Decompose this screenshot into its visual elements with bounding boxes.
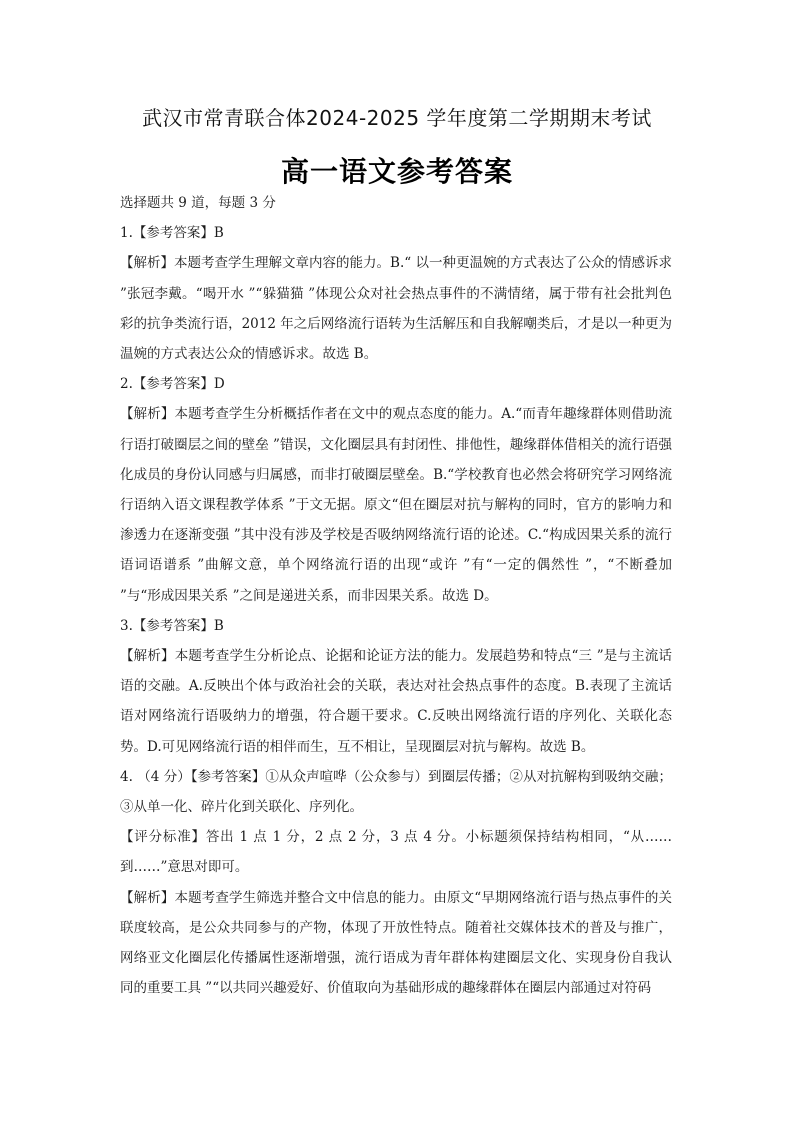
q2-answer: 2.【参考答案】D (120, 376, 225, 393)
q1-analysis: 【解析】本题考查学生理解文章内容的能力。B.“ 以一种更温婉的方式表达了公众的情感诉求 ”张冠李戴。“喝开水 ”“躲猫猫 ”体现公众对社会热点事件的不满情绪，属于带有社会批判色彩的抗争类流行语，2012 年之后网络流行语转为生活解压和自我解嘲类后，才是以一种更为温婉的方式表达公众的情感诉求。故选 B。 (120, 255, 672, 363)
q4-scoring: 【评分标准】答出 1 点 1 分，2 点 2 分，3 点 4 分。小标题须保持结构相同，“从……到……”意思对即可。 (120, 829, 672, 876)
q3-analysis: 【解析】本题考查学生分析论点、论据和论证方法的能力。发展趋势和特点“三 ”是与主流话语的交融。A.反映出个体与政治社会的关联，表达对社会热点事件的态度。B.表现了主流话语对网络流行语吸纳力的增强，符合题干要求。C.反映出网络流行语的序列化、关联化态势。D.可见网络流行语的相伴而生，互不相让，呈现圈层对抗与解构。故选 B。 (120, 648, 672, 755)
q2-analysis: 【解析】本题考查学生分析概括作者在文中的观点态度的能力。A.“而青年趣缘群体则借助流行语打破圈层之间的壁垒 ”错误，文化圈层具有封闭性、排他性，趣缘群体借相关的流行语强化成员的身份认同感与归属感，而非打破圈层壁垒。B.“学校教育也必然会将研究学习网络流行语纳入语文课程教学体系 ”于文无据。原文“但在圈层对抗与解构的同时，官方的影响力和渗透力在逐渐变强 ”其中没有涉及学校是否吸纳网络流行语的论述。C.“构成因果关系的流行语词语谱系 ”曲解文意，单个网络流行语的出现“或许 ”有“一定的偶然性 ”，“不断叠加 ”与“形成因果关系 ”之间是递进关系，而非因果关系。故选 D。 (120, 406, 672, 604)
q4-analysis: 【解析】本题考查学生筛选并整合文中信息的能力。由原文“早期网络流行语与热点事件的关联度较高，是公众共同参与的产物，体现了开放性特点。随着社交媒体技术的普及与推广，网络亚文化圈层化传播属性逐渐增强，流行语成为青年群体构建圈层文化、实现身份自我认同的重要工具 ”“以共同兴趣爱好、价值取向为基础形成的趣缘群体在圈层内部通过对符码 (120, 889, 672, 997)
q1-answer: 1.【参考答案】B (120, 225, 224, 242)
answer-content (120, 188, 672, 1003)
answer-key-title: 高一语文参考答案 (280, 155, 513, 188)
q3-answer: 3.【参考答案】B (120, 617, 224, 634)
q4-answer: 4. （4 分）【参考答案】①从众声喧哗（公众参与）到圈层传播；②从对抗解构到吸纳交融；③从单一化、碎片化到关联化、序列化。 (120, 768, 672, 816)
exam-title: 武汉市常青联合体2024-2025 学年度第二学期期末考试 (142, 106, 652, 130)
intro-line: 选择题共 9 道，每题 3 分 (120, 195, 276, 211)
